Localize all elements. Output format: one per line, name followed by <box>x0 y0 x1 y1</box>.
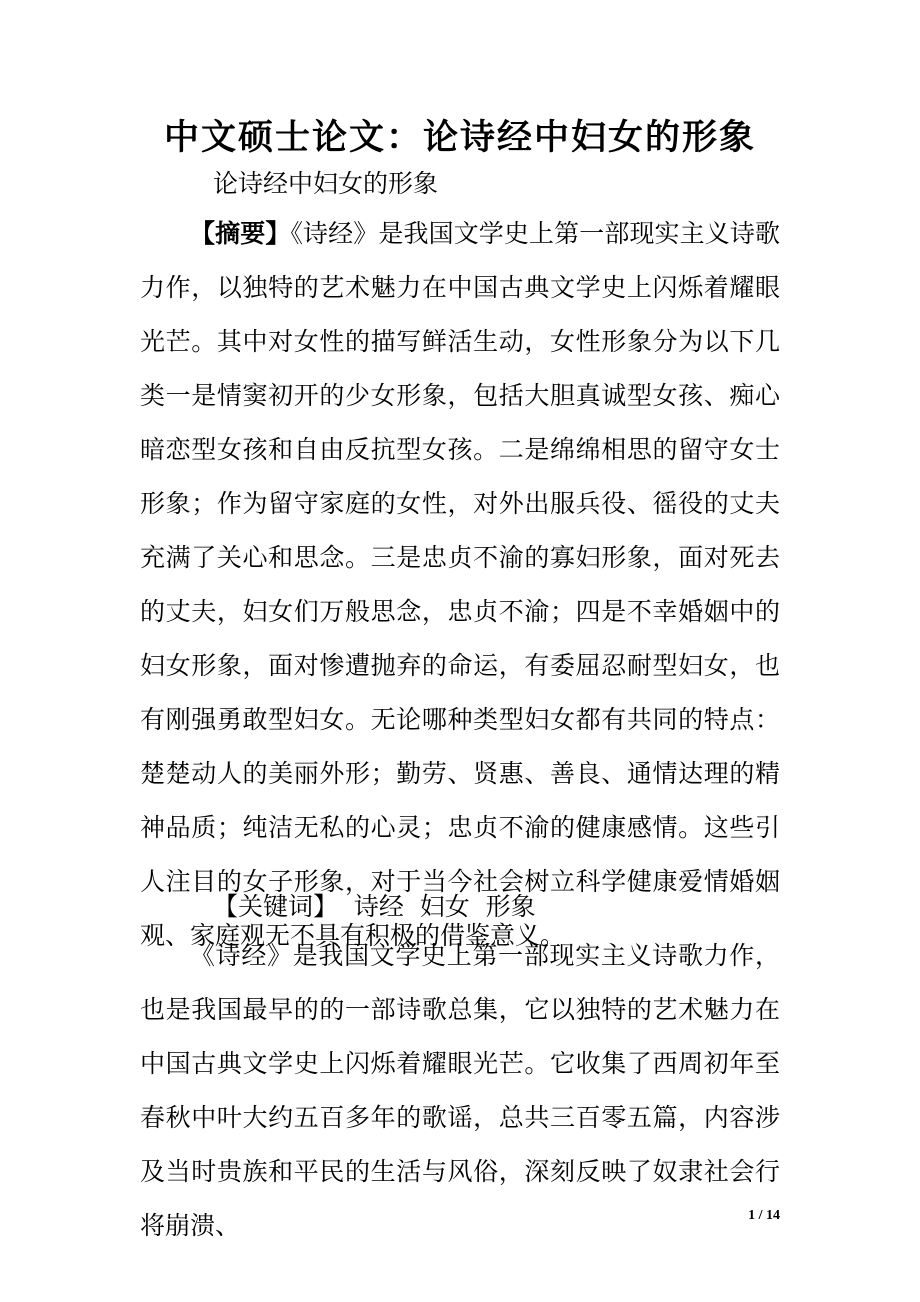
abstract-label: 【摘要】 <box>190 219 291 248</box>
keywords-line: 【关键词】 诗经 妇女 形象 <box>213 892 536 921</box>
page-number: 1 / 14 <box>748 1208 780 1223</box>
document-subtitle: 论诗经中妇女的形象 <box>213 169 439 198</box>
abstract-paragraph <box>140 207 780 963</box>
intro-paragraph: 《诗经》是我国文学史上第一部现实主义诗歌力作，也是我国最早的的一部诗歌总集，它以独特的艺术魅力在中国古典文学史上闪烁着耀眼光芒。它收集了西周初年至春秋中叶大约五百多年的歌谣，总共三百零五篇，内容涉及当时贵族和平民的生活与风俗，深刻反映了奴隶社会行将崩溃、 <box>140 941 780 1240</box>
abstract-text: 《诗经》是我国文学史上第一部现实主义诗歌力作，以独特的艺术魅力在中国古典文学史上闪烁着耀眼光芒。其中对女性的描写鲜活生动，女性形象分为以下几类一是情窦初开的少女形象，包括大胆真诚型女孩、痴心暗恋型女孩和自由反抗型女孩。二是绵绵相思的留守女士形象；作为留守家庭的女性，对外出服兵役、徭役的丈夫充满了关心和思念。三是忠贞不渝的寡妇形象，面对死去的丈夫，妇女们万般思念，忠贞不渝；四是不幸婚姻中的妇女形象，面对惨遭抛弃的命运，有委屈忍耐型妇女，也有刚强勇敢型妇女。无论哪种类型妇女都有共同的特点：楚楚动人的美丽外形；勤劳、贤惠、善良、通情达理的精神品质；纯洁无私的心灵；忠贞不渝的健康感情。这些引人注目的女子形象，对于当今社会树立科学健康爱情婚姻观、家庭观无不具有积极的借鉴意义。 <box>140 219 780 950</box>
document-title: 中文硕士论文：论诗经中妇女的形象 <box>163 117 756 158</box>
